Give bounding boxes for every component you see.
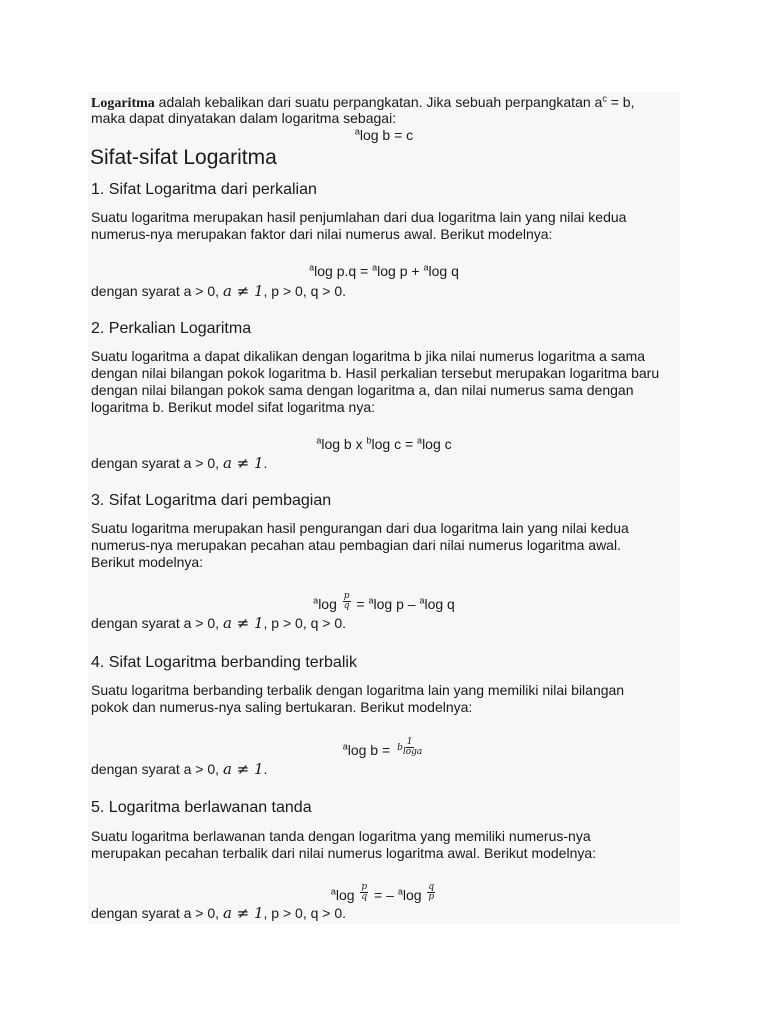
fraction-numerator: 1 — [406, 737, 413, 747]
formula-text: log — [318, 596, 341, 613]
formula-text: log q — [428, 263, 459, 279]
fraction-denominator-text: loga — [402, 747, 423, 757]
formula-base-sup: a — [368, 595, 374, 606]
formula-base-sup: b — [366, 435, 372, 446]
condition-text: , p > 0, q > 0. — [263, 615, 347, 631]
fraction-numerator: q — [428, 882, 435, 892]
intro-line-2: maka dapat dinyatakan dalam logaritma sebagai: — [91, 110, 397, 126]
paragraph-line: numerus-nya merupakan faktor dari nilai numerus awal. Berikut modelnya: — [91, 226, 553, 242]
formula-text: log b = c — [359, 127, 414, 143]
condition-text: , p > 0, q > 0. — [263, 283, 347, 299]
intro-formula — [0, 127, 768, 144]
condition-text: . — [263, 761, 268, 777]
fraction — [427, 883, 435, 902]
formula-base-sup: a — [397, 886, 403, 897]
condition-text: dengan syarat a > 0, — [91, 455, 223, 471]
condition-math: a ≠ 1 — [222, 760, 264, 778]
fraction — [343, 592, 351, 611]
section-2-formula — [0, 436, 768, 453]
condition-text: dengan syarat a > 0, — [91, 761, 223, 777]
section-5-heading: 5. Logaritma berlawanan tanda — [91, 799, 312, 816]
paragraph-line: logaritma b. Berikut model sifat logaritma nya: — [91, 399, 376, 415]
paragraph-line: Berikut modelnya: — [91, 554, 204, 570]
fraction — [396, 738, 423, 757]
fraction-denominator: q — [343, 601, 350, 611]
paragraph-line: dengan nilai bilangan pokok logaritma b. Hasil perkalian tersebut merupakan logaritma baru — [91, 365, 660, 381]
section-4-paragraph — [91, 682, 681, 716]
formula-text: log — [335, 887, 359, 904]
fraction-numerator: p — [361, 882, 368, 892]
section-3-paragraph — [91, 520, 681, 571]
formula-text: log p + — [377, 263, 424, 279]
section-1-condition — [91, 283, 346, 300]
paragraph-line: Suatu logaritma berbanding terbalik dengan logaritma lain yang memiliki nilai bilangan — [91, 682, 625, 698]
paragraph-line: numerus-nya merupakan pecahan atau pembagian dari nilai numerus logaritma awal. — [91, 537, 621, 553]
formula-base-sup: a — [342, 741, 348, 752]
fraction-denominator: q — [361, 892, 368, 902]
formula-text: log p – — [373, 596, 420, 613]
formula-text: log c — [422, 436, 452, 452]
paragraph-line: dengan nilai bilangan pokok sama dengan logaritma a, dan nilai numerus sama dengan — [91, 382, 634, 398]
section-5-paragraph — [91, 828, 681, 862]
section-1-paragraph — [91, 209, 681, 243]
formula-base-sup: a — [309, 262, 315, 273]
fraction — [360, 883, 368, 902]
condition-math: a ≠ 1 — [222, 614, 264, 632]
section-2-condition — [91, 455, 267, 472]
formula-base-sup: b — [397, 743, 403, 753]
condition-math: a ≠ 1 — [222, 282, 264, 300]
formula-text: = — [352, 596, 369, 613]
formula-base-sup: a — [354, 126, 360, 137]
paragraph-line: pokok dan numerus-nya saling bertukaran. Berikut modelnya: — [91, 699, 473, 715]
formula-text: log c = — [371, 436, 418, 452]
formula-text: = – — [370, 887, 398, 904]
condition-text: dengan syarat a > 0, — [91, 905, 223, 921]
condition-text: . — [263, 455, 268, 471]
section-3-condition — [91, 615, 346, 632]
formula-base-sup: a — [419, 595, 425, 606]
formula-text: log — [402, 887, 426, 904]
formula-text: log p.q = — [314, 263, 373, 279]
section-2-paragraph — [91, 348, 681, 416]
section-5-formula — [0, 882, 768, 906]
formula-base-sup: a — [423, 262, 429, 273]
section-4-formula — [0, 737, 768, 761]
section-3-formula — [0, 591, 768, 615]
page-title: Sifat-sifat Logaritma — [90, 146, 277, 169]
condition-math: a ≠ 1 — [222, 904, 264, 922]
section-1-heading: 1. Sifat Logaritma dari perkalian — [91, 181, 317, 198]
formula-text: log b x — [321, 436, 367, 452]
intro-line-1-end: = b, — [606, 94, 635, 110]
formula-base-sup: a — [417, 435, 423, 446]
section-2-heading: 2. Perkalian Logaritma — [91, 320, 252, 337]
section-4-heading: 4. Sifat Logaritma berbanding terbalik — [91, 654, 357, 671]
formula-text: log b = — [347, 742, 395, 759]
section-3-heading: 3. Sifat Logaritma dari pembagian — [91, 492, 332, 509]
fraction-numerator: p — [343, 591, 350, 601]
intro-line-1-text: adalah kebalikan dari suatu perpangkatan. Jika sebuah perpangkatan a — [154, 94, 603, 110]
section-1-formula — [0, 263, 768, 280]
condition-text: dengan syarat a > 0, — [91, 615, 223, 631]
formula-base-sup: a — [372, 262, 378, 273]
paragraph-line: Suatu logaritma merupakan hasil pengurangan dari dua logaritma lain yang nilai kedua — [91, 520, 629, 536]
fraction-denominator — [396, 743, 423, 757]
condition-text: dengan syarat a > 0, — [91, 283, 223, 299]
formula-base-sup: a — [313, 595, 319, 606]
section-5-condition — [91, 905, 346, 922]
formula-base-sup: a — [316, 435, 322, 446]
paragraph-line: Suatu logaritma merupakan hasil penjumlahan dari dua logaritma lain yang nilai kedua — [91, 209, 627, 225]
condition-math: a ≠ 1 — [222, 454, 264, 472]
intro-lead-term: Logaritma — [91, 96, 155, 111]
paragraph-line: Suatu logaritma berlawanan tanda dengan logaritma yang memiliki numerus-nya — [91, 828, 591, 844]
paragraph-line: Suatu logaritma a dapat dikalikan dengan logaritma b jika nilai numerus logaritma a sama — [91, 348, 646, 364]
intro-power-sup: c — [602, 93, 607, 104]
formula-text: log q — [424, 596, 455, 613]
fraction-denominator: p — [428, 892, 435, 902]
section-4-condition — [91, 761, 267, 778]
paragraph-line: merupakan pecahan terbalik dari nilai numerus logaritma awal. Berikut modelnya: — [91, 845, 597, 861]
condition-text: , p > 0, q > 0. — [263, 905, 347, 921]
formula-base-sup: a — [330, 886, 336, 897]
